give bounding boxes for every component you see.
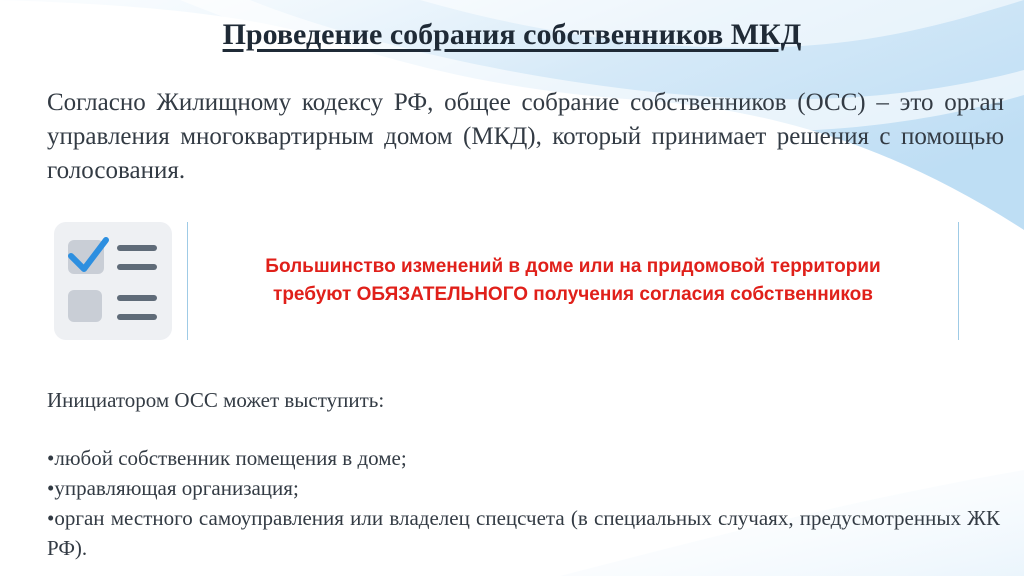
checklist-icon [54,222,172,340]
callout-line-2: требуют ОБЯЗАТЕЛЬНОГО получения согласия собственников [273,284,873,305]
slide-title: Проведение собрания собственников МКД [222,18,802,51]
list-item: •любой собственник помещения в доме; [47,446,407,470]
intro-paragraph: Согласно Жилищному кодексу РФ, общее собрание собственников (ОСС) – это орган управления многоквартирным домом (МКД), который принимает решения с помощью голосования. [47,89,1004,184]
list-item: •управляющая организация; [47,476,299,500]
callout-box [187,222,959,340]
callout-line-1: Большинство изменений в доме или на придомовой территории [265,256,881,278]
initiator-heading: Инициатором ОСС может выступить: [47,388,385,412]
list-item: •орган местного самоуправления или владелец спецсчета (в специальных случаях, предусмотренных ЖК РФ). [47,506,1000,560]
initiator-list [47,443,1000,563]
